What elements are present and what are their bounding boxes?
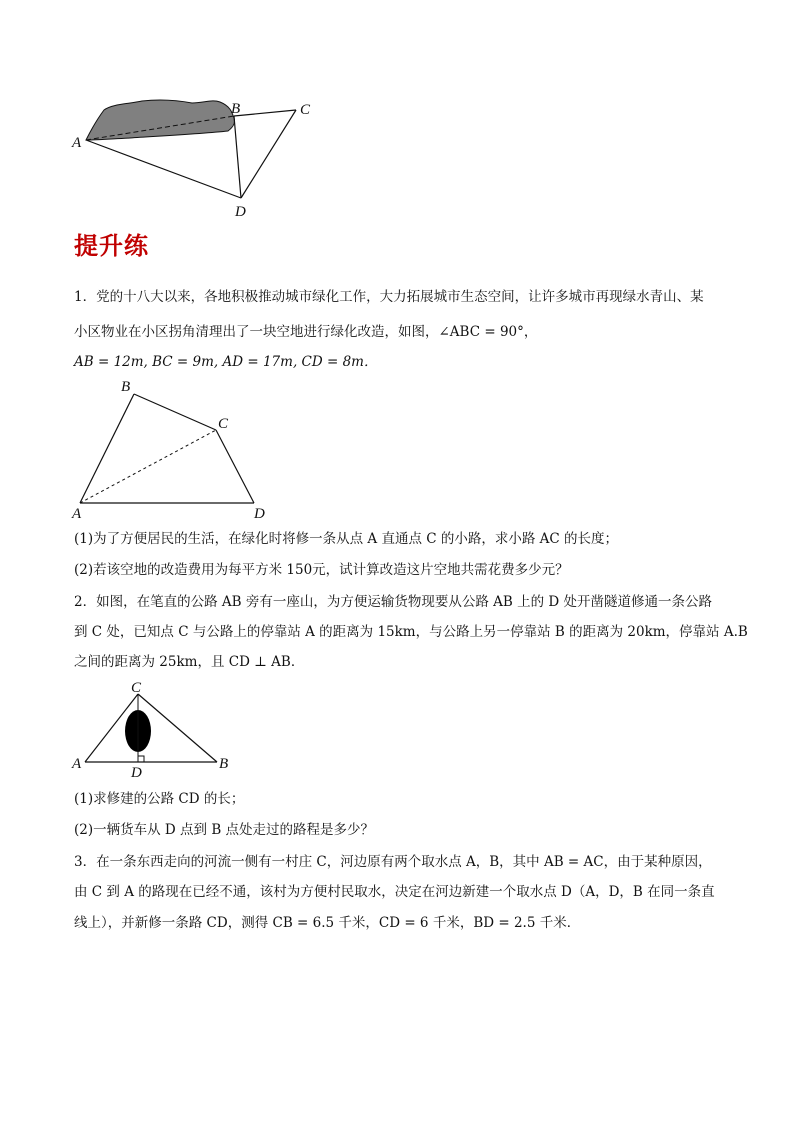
problem2-line2: 到 C 处，已知点 C 与公路上的停靠站 A 的距离为 15km，与公路上另一停靠站 B 的距离为 20km，停靠站 A.B <box>74 624 748 640</box>
section-title: 提升练 <box>74 231 149 260</box>
label-c: C <box>300 102 311 118</box>
label-a: A <box>72 506 82 522</box>
problem1-line2: 小区物业在小区拐角清理出了一块空地进行绿化改造，如图，∠ABC = 90°， <box>74 324 538 340</box>
problem3-line3: 线上），并新修一条路 CD，测得 CB = 6.5 千米，CD = 6 千米，BD = 2.5 千米． <box>74 915 581 931</box>
label-c: C <box>131 680 142 696</box>
right-angle-mark <box>138 756 144 762</box>
problem1-line3: AB = 12m, BC = 9m, AD = 17m, CD = 8m． <box>74 354 378 370</box>
label-c: C <box>218 416 229 432</box>
label-a: A <box>72 135 82 151</box>
label-b: B <box>121 379 131 395</box>
problem2-line1: 2．如图，在笔直的公路 AB 旁有一座山，为方便运输货物现要从公路 AB 上的 D 处开凿隧道修通一条公路 <box>74 594 712 610</box>
label-b: B <box>219 756 229 772</box>
problem2-q2: (2)一辆货车从 D 点到 B 点处走过的路程是多少？ <box>74 822 375 838</box>
problem3-line2: 由 C 到 A 的路现在已经不通，该村为方便村民取水，决定在河边新建一个取水点 D（A，D，B 在同一条直 <box>74 884 715 900</box>
problem2-q1: (1)求修建的公路 CD 的长； <box>74 791 245 807</box>
label-b: B <box>231 101 241 117</box>
label-d: D <box>254 506 265 522</box>
label-d: D <box>131 765 142 781</box>
label-d: D <box>235 204 246 220</box>
problem2-line3: 之间的距离为 25km，且 CD ⊥ AB． <box>74 654 305 670</box>
problem3-line1: 3．在一条东西走向的河流一侧有一村庄 C，河边原有两个取水点 A，B，其中 AB = AC，由于某种原因， <box>74 854 712 870</box>
problem1-q1: (1)为了方便居民的生活，在绿化时将修一条从点 A 直通点 C 的小路，求小路 AC 的长度； <box>74 531 619 547</box>
label-a: A <box>72 756 82 772</box>
problem1-q2: (2)若该空地的改造费用为每平方米 150元，试计算改造这片空地共需花费多少元？ <box>74 562 569 578</box>
problem1-line1: 1．党的十八大以来，各地积极推动城市绿化工作，大力拓展城市生态空间，让许多城市再现绿水青山、某 <box>74 289 704 305</box>
